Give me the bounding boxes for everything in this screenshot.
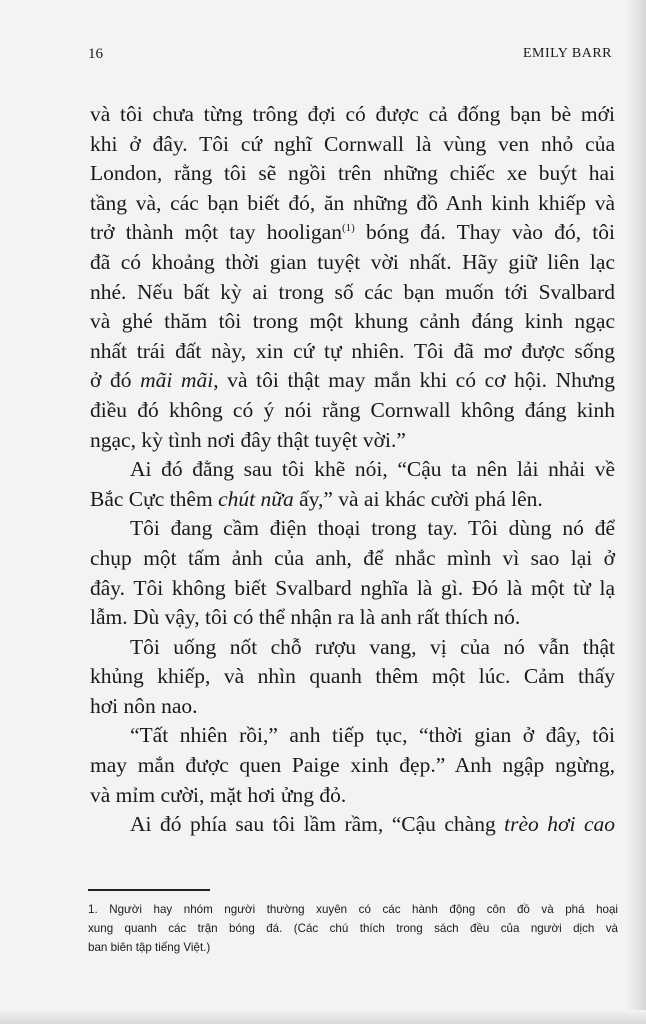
page-bottom-shadow — [0, 1010, 646, 1024]
text-line — [90, 485, 615, 515]
text-line — [90, 218, 615, 248]
text-line — [90, 248, 615, 278]
italic-text: mãi mãi — [140, 368, 214, 393]
footnote-line: ban biên tập tiếng Việt.) — [88, 941, 211, 954]
text-line — [90, 781, 615, 811]
text-segment: Tôi đang cầm điện thoại trong tay. Tôi dùng nó để — [130, 516, 615, 541]
body-text — [90, 100, 615, 840]
text-line — [90, 633, 615, 663]
text-segment: và ghé thăm tôi trong một khung cảnh đáng kinh ngạc — [90, 309, 615, 334]
text-segment: và tôi chưa từng trông đợi có được cả đống bạn bè mới — [90, 102, 615, 126]
text-segment: chụp một tấm ảnh của anh, để nhắc mình vì sao lại ở — [90, 545, 615, 570]
text-segment: lẫm. Dù vậy, tôi có thể nhận ra là anh rất thích nó. — [90, 605, 521, 630]
text-segment: và mỉm cười, mặt hơi ửng đỏ. — [90, 782, 347, 807]
text-segment: ở đó — [90, 368, 141, 393]
text-segment: London, rằng tôi sẽ ngồi trên những chiếc xe buýt hai — [90, 161, 615, 186]
footnote-divider — [88, 889, 210, 891]
text-segment: khủng khiếp, và nhìn quanh thêm một lúc. Cảm thấy — [90, 664, 615, 689]
footnote — [88, 900, 618, 957]
text-line — [90, 721, 615, 751]
text-line — [90, 307, 615, 337]
italic-text: trèo hơi cao — [504, 812, 615, 837]
text-segment: ấy,” và ai khác cười phá lên. — [293, 486, 543, 511]
text-line — [90, 810, 615, 840]
text-line — [90, 692, 615, 722]
text-segment: đây. Tôi không biết Svalbard nghĩa là gì. Đó là một từ lạ — [90, 575, 615, 600]
text-line — [90, 337, 615, 367]
text-line — [90, 159, 615, 189]
text-line — [90, 751, 615, 781]
footnote-reference: (1) — [341, 222, 355, 235]
page-edge-shadow — [626, 0, 646, 1024]
text-segment: bóng đá. Thay vào đó, tôi — [354, 220, 615, 245]
text-segment: nhất trái đất này, xin cứ tự nhiên. Tôi đã mơ được sống — [90, 338, 615, 363]
footnote-line: xung quanh các trận bóng đá. (Các chú thích trong sách đều của người dịch và — [88, 922, 618, 935]
text-segment: , và tôi thật may mắn khi có cơ hội. Nhưng — [213, 368, 616, 393]
text-segment: Ai đó phía sau tôi lầm rầm, “Cậu chàng — [130, 812, 505, 837]
footnote-line: 1. Người hay nhóm người thường xuyên có các hành động côn đồ và phá hoại — [88, 903, 618, 916]
text-segment: trở thành một tay hooligan — [90, 220, 342, 245]
text-line — [90, 278, 615, 308]
text-segment: “Tất nhiên rồi,” anh tiếp tục, “thời gian ở đây, tôi — [130, 723, 615, 748]
running-head-author: EMILY BARR — [522, 46, 612, 61]
text-segment: may mắn được quen Paige xinh đẹp.” Anh ngập ngừng, — [90, 753, 615, 778]
text-segment: Bắc Cực thêm — [90, 486, 219, 511]
page-number: 16 — [88, 46, 103, 62]
text-segment: khi ở đây. Tôi cứ nghĩ Cornwall là vùng ven nhỏ của — [90, 131, 615, 156]
text-segment: điều đó không có ý nói rằng Cornwall không đáng kinh — [90, 397, 615, 422]
text-segment: hơi nôn nao. — [90, 693, 198, 718]
text-segment: Tôi uống nốt chỗ rượu vang, vị của nó vẫn thật — [130, 634, 615, 659]
text-segment: ngạc, kỳ tình nơi đây thật tuyệt vời.” — [90, 427, 406, 452]
text-line — [90, 662, 615, 692]
text-line — [90, 455, 615, 485]
text-line — [90, 100, 615, 130]
text-line — [90, 574, 615, 604]
text-segment: nhé. Nếu bất kỳ ai trong số các bạn muốn tới Svalbard — [90, 279, 615, 304]
text-segment: Ai đó đằng sau tôi khẽ nói, “Cậu ta nên lải nhải về — [130, 457, 615, 482]
text-segment: tầng và, các bạn biết đó, ăn những đồ Anh kinh khiếp và — [90, 190, 615, 215]
italic-text: chút nữa — [218, 486, 294, 511]
text-line — [90, 366, 615, 396]
text-segment: đã có khoảng thời gian tuyệt vời nhất. Hãy giữ liên lạc — [90, 249, 615, 274]
text-line — [90, 514, 615, 544]
text-line — [90, 544, 615, 574]
text-line — [90, 130, 615, 160]
text-line — [90, 396, 615, 426]
text-line — [90, 426, 615, 456]
text-line — [90, 189, 615, 219]
text-line — [90, 603, 615, 633]
